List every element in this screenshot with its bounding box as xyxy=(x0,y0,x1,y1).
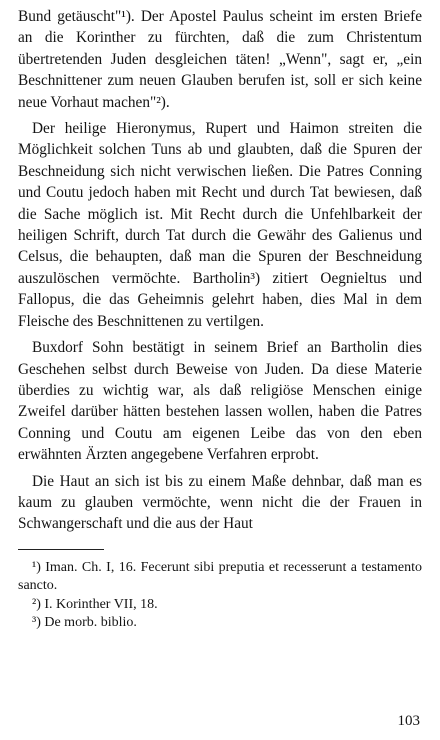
body-paragraph-4: Die Haut an sich ist bis zu einem Maße dehnbar, daß man es kaum zu glauben vermöchte, wenn nicht die der Frauen in Schwangerschaft und die aus der Haut xyxy=(18,472,422,533)
footnote-3: ³) De morb. biblio. xyxy=(32,615,137,631)
footnote-1: ¹) Iman. Ch. I, 16. Fecerunt sibi preputia et recesserunt a testamento sancto. xyxy=(18,559,422,594)
body-paragraph-1: Bund getäuscht"¹). Der Apostel Paulus scheint im ersten Briefe an die Korinther zu fürchten, daß die zum Christentum übertretenden Juden desgleichen täten! „Wenn", sagt er, „ein Beschnittener zum neuen Glauben berufen ist, soll er sich keine neue Vorhaut machen"²). xyxy=(18,8,422,111)
page-number: 103 xyxy=(397,713,420,729)
footnote-divider xyxy=(18,549,104,550)
footnotes xyxy=(18,559,422,633)
body-paragraph-3: Buxdorf Sohn bestätigt in seinem Brief an Bartholin dies Geschehen selbst durch Beweise von Juden. Da diese Materie überdies zu wichtig war, als daß religiöse Menschen einige Zweifel darüber hätten bestehen lassen wollen, haben die Patres Conning und Coutu am eigenen Leibe das von den eben erwähnten Ärzten angegebene Verfahren erprobt. xyxy=(18,339,422,464)
footnote-2: ²) I. Korinther VII, 18. xyxy=(32,596,158,612)
body-paragraph-2: Der heilige Hieronymus, Rupert und Haimon streiten die Möglichkeit solchen Tuns ab und glaubten, daß die Spuren der Beschneidung sich nicht verwischen ließen. Die Patres Conning und Coutu jedoch haben mit Recht und durch Tat bewiesen, daß die Sache möglich ist. Mit Recht durch die Unfehlbarkeit der heiligen Schrift, durch Tat durch die Gewähr des Galienus und Celsus, die behaupten, daß man die Spuren der Beschneidung auszulöschen vermöchte. Bartholin³) zitiert Oegnieltus und Fallopus, die das Geheimnis gelehrt haben, dies Mal in dem Fleische des Beschnittenen zu vertilgen. xyxy=(18,120,422,330)
